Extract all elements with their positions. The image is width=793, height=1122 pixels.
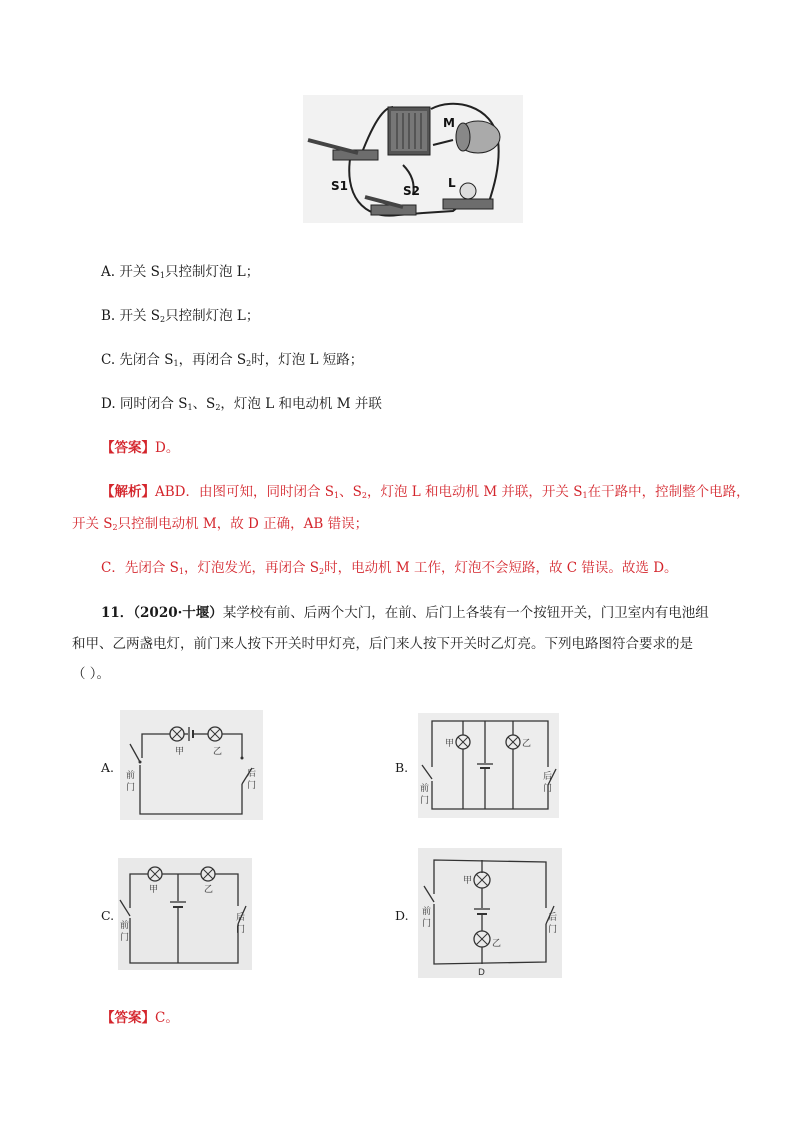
circuit-b — [418, 713, 559, 818]
svg-text:前: 前 — [420, 784, 430, 794]
q10-analysis-line-1: 【解析】ABD．由图可知，同时闭合 $S_1$、$S_2$，灯泡 L 和电动机 M 并联，开关 $S_1$在干路中，控制整个电路， — [101, 484, 750, 500]
q11-stem-line-3: （ ）。 — [72, 666, 111, 682]
circuit-photo-drawing — [303, 95, 523, 223]
svg-text:门: 门 — [247, 781, 257, 791]
svg-text:门: 门 — [236, 925, 246, 935]
svg-text:门: 门 — [422, 919, 432, 929]
svg-text:门: 门 — [120, 933, 130, 943]
analysis-tag: 【解析】 — [101, 484, 155, 500]
lamp-yi-label: 乙 — [213, 747, 223, 757]
svg-text:乙: 乙 — [522, 739, 532, 749]
svg-text:乙: 乙 — [204, 885, 214, 895]
lamp-jia-label: 甲 — [175, 747, 185, 757]
q10-answer: 【答案】D。 — [101, 440, 180, 456]
q10-analysis-line-3: C．先闭合 $S_1$，灯泡发光，再闭合 $S_2$时，电动机 M 工作，灯泡不会短路，故 C 错误。故选 D。 — [101, 560, 678, 576]
svg-text:后: 后 — [548, 913, 558, 923]
svg-text:门: 门 — [420, 796, 430, 806]
svg-text:甲: 甲 — [445, 739, 455, 749]
q11-answer: 【答案】C。 — [101, 1010, 179, 1026]
q10-option-c: C. 先闭合 $S_1$，再闭合 $S_2$时，灯泡 L 短路； — [101, 352, 364, 368]
svg-text:前: 前 — [422, 907, 432, 917]
motor-label: M — [443, 116, 455, 130]
circuit-photo — [303, 95, 523, 223]
back-door-label: 后 — [247, 769, 257, 779]
q11-stem-line-2: 和甲、乙两盏电灯，前门来人按下开关时甲灯亮，后门来人按下开关时乙灯亮。下列电路图符合要求的是 — [72, 636, 693, 652]
svg-text:后: 后 — [543, 772, 553, 782]
q10-option-d: D. 同时闭合 $S_1$、$S_2$，灯泡 L 和电动机 M 并联 — [101, 396, 382, 412]
lamp-l-label: L — [448, 176, 456, 190]
q11-option-c-label: C. — [101, 908, 115, 923]
q11-number-source: 11．（2020·十堰） — [101, 605, 223, 621]
svg-text:门: 门 — [548, 925, 558, 935]
q10-option-a: A. 开关 $S_1$只控制灯泡 L； — [101, 264, 260, 280]
answer-tag: 【答案】 — [101, 440, 155, 456]
front-door-label: 前 — [126, 771, 136, 781]
q10-option-b: B. 开关 $S_2$只控制灯泡 L； — [101, 308, 260, 324]
q11-option-d-label: D. — [395, 908, 409, 923]
q11-option-b-label: B. — [395, 760, 409, 775]
svg-text:前: 前 — [120, 921, 130, 931]
q11-option-a-label: A. — [101, 760, 115, 775]
svg-text:乙: 乙 — [492, 939, 502, 949]
circuit-a — [120, 710, 263, 820]
svg-text:门: 门 — [126, 783, 136, 793]
circuit-d-bottom-label: D — [478, 968, 485, 978]
circuit-d — [418, 848, 562, 978]
svg-text:门: 门 — [543, 784, 553, 794]
svg-text:后: 后 — [236, 913, 246, 923]
switch-s2-label: S2 — [403, 184, 420, 198]
q10-analysis-line-2: 开关 $S_2$只控制电动机 M，故 D 正确，AB 错误； — [72, 516, 369, 532]
svg-text:甲: 甲 — [149, 885, 159, 895]
switch-s1-label: S1 — [331, 179, 348, 193]
svg-text:甲: 甲 — [463, 876, 473, 886]
circuit-c — [118, 858, 252, 970]
q11-stem-line-1: 11．（2020·十堰）某学校有前、后两个大门，在前、后门上各装有一个按钮开关，门卫室内有电池组 — [101, 605, 709, 621]
answer-tag: 【答案】 — [101, 1010, 155, 1026]
